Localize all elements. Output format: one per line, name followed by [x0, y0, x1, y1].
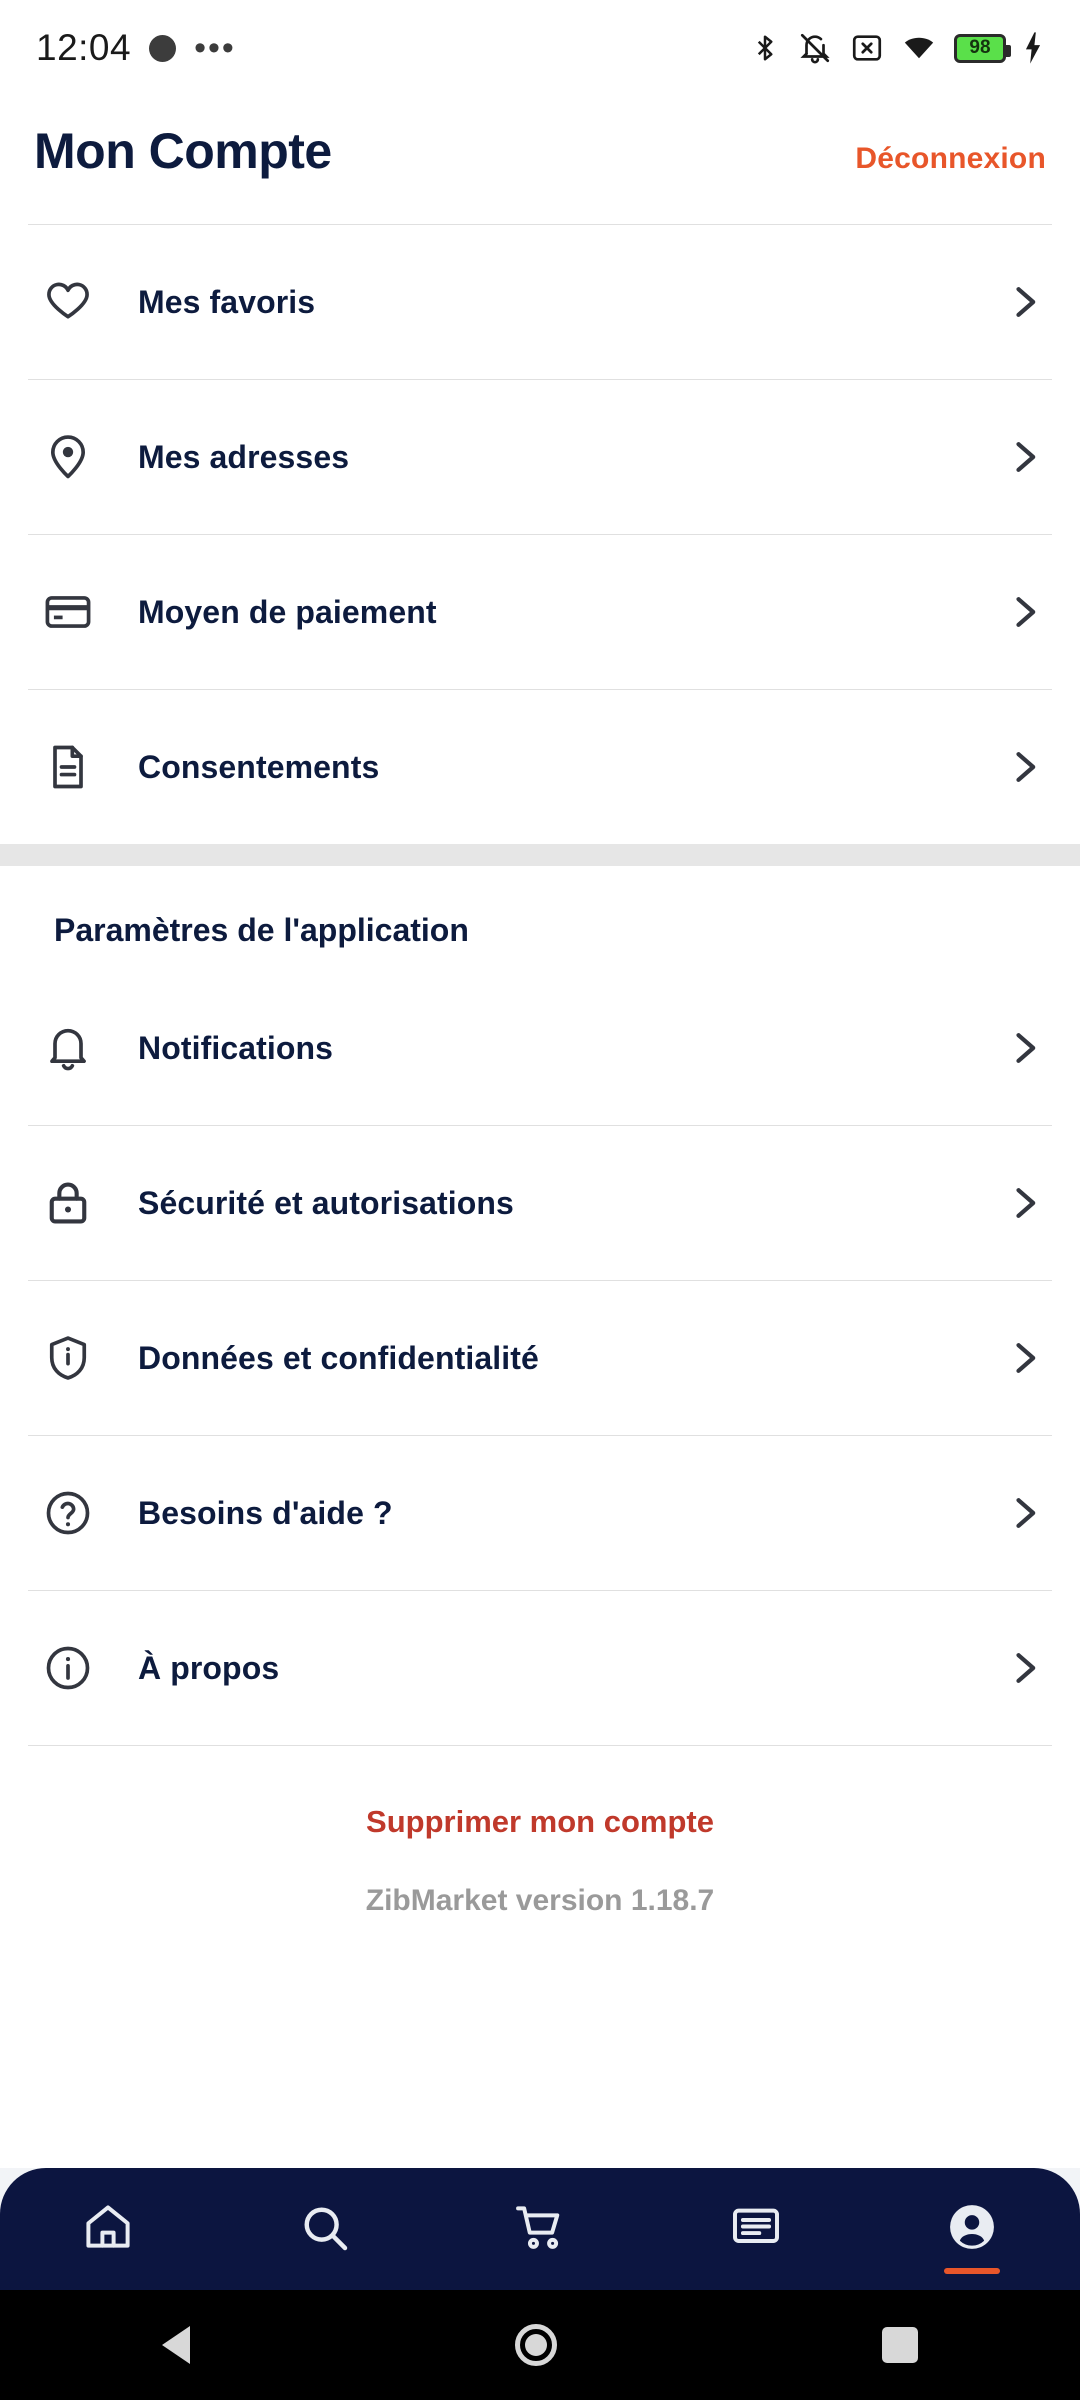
lock-icon	[42, 1177, 106, 1229]
bottom-nav-wrapper	[0, 2168, 1080, 2290]
back-icon[interactable]	[162, 2326, 190, 2364]
section-separator	[0, 844, 1080, 866]
row-label: Besoins d'aide ?	[138, 1494, 393, 1531]
chevron-right-icon	[1002, 745, 1046, 789]
home-circle-icon[interactable]	[515, 2324, 557, 2366]
row-privacy[interactable]	[0, 1281, 1080, 1435]
status-clock: 12:04	[36, 27, 132, 68]
row-label: Mes adresses	[138, 438, 350, 475]
row-label: Données et confidentialité	[138, 1339, 539, 1376]
recents-square-icon[interactable]	[882, 2327, 918, 2363]
chat-icon	[728, 2199, 784, 2260]
account-section	[0, 224, 1080, 844]
chevron-right-icon	[1002, 1026, 1046, 1070]
row-security[interactable]	[0, 1126, 1080, 1280]
chevron-right-icon	[1002, 590, 1046, 634]
page-header	[0, 96, 1080, 224]
nav-home[interactable]	[0, 2168, 216, 2290]
status-bar-right	[750, 30, 1044, 66]
notification-dot-icon	[149, 35, 176, 62]
settings-section	[0, 866, 1080, 1746]
row-addresses[interactable]	[0, 380, 1080, 534]
row-label: Moyen de paiement	[138, 593, 437, 630]
row-label: Notifications	[138, 1029, 334, 1066]
shield-info-icon	[42, 1332, 106, 1384]
battery-percent: 98	[969, 37, 991, 58]
sim-error-icon	[850, 31, 884, 65]
charging-bolt-icon	[1022, 31, 1044, 65]
nav-cart[interactable]	[432, 2168, 648, 2290]
document-icon	[42, 741, 106, 793]
row-label: À propos	[138, 1649, 280, 1686]
location-pin-icon	[42, 431, 106, 483]
row-label: Consentements	[138, 748, 380, 785]
row-help[interactable]	[0, 1436, 1080, 1590]
battery-icon	[954, 34, 1006, 63]
heart-icon	[42, 276, 106, 328]
nav-account[interactable]	[864, 2168, 1080, 2290]
credit-card-icon	[42, 586, 106, 638]
chevron-right-icon	[1002, 435, 1046, 479]
chevron-right-icon	[1002, 1646, 1046, 1690]
nav-search[interactable]	[216, 2168, 432, 2290]
chevron-right-icon	[1002, 1491, 1046, 1535]
cart-icon	[512, 2199, 568, 2260]
logout-button[interactable]: Déconnexion	[855, 142, 1046, 175]
bottom-nav	[0, 2168, 1080, 2290]
account-icon	[944, 2199, 1000, 2260]
vibrate-off-icon	[796, 31, 834, 65]
row-favorites[interactable]	[0, 225, 1080, 379]
bluetooth-icon	[750, 30, 780, 66]
more-notifications-icon: •••	[194, 28, 236, 67]
status-bar	[0, 0, 1080, 96]
bell-icon	[42, 1022, 106, 1074]
app-version-label: ZibMarket version 1.18.7	[365, 1884, 715, 1917]
question-circle-icon	[42, 1487, 106, 1539]
settings-section-title: Paramètres de l'application	[54, 912, 469, 948]
row-label: Sécurité et autorisations	[138, 1184, 514, 1221]
content-spacer	[0, 1918, 1080, 2168]
row-about[interactable]	[0, 1591, 1080, 1745]
row-consents[interactable]	[0, 690, 1080, 844]
chevron-right-icon	[1002, 1181, 1046, 1225]
chevron-right-icon	[1002, 280, 1046, 324]
nav-active-indicator	[944, 2268, 1000, 2274]
info-circle-icon	[42, 1642, 106, 1694]
row-label: Mes favoris	[138, 283, 316, 320]
page-title: Mon Compte	[34, 123, 332, 179]
status-bar-left	[36, 27, 236, 69]
search-icon	[296, 2199, 352, 2260]
home-icon	[80, 2199, 136, 2260]
row-payment[interactable]	[0, 535, 1080, 689]
wifi-icon	[900, 31, 938, 65]
nav-messages[interactable]	[648, 2168, 864, 2290]
delete-account-button[interactable]: Supprimer mon compte	[366, 1804, 714, 1839]
system-nav-bar	[0, 2290, 1080, 2400]
row-notifications[interactable]	[0, 971, 1080, 1125]
chevron-right-icon	[1002, 1336, 1046, 1380]
